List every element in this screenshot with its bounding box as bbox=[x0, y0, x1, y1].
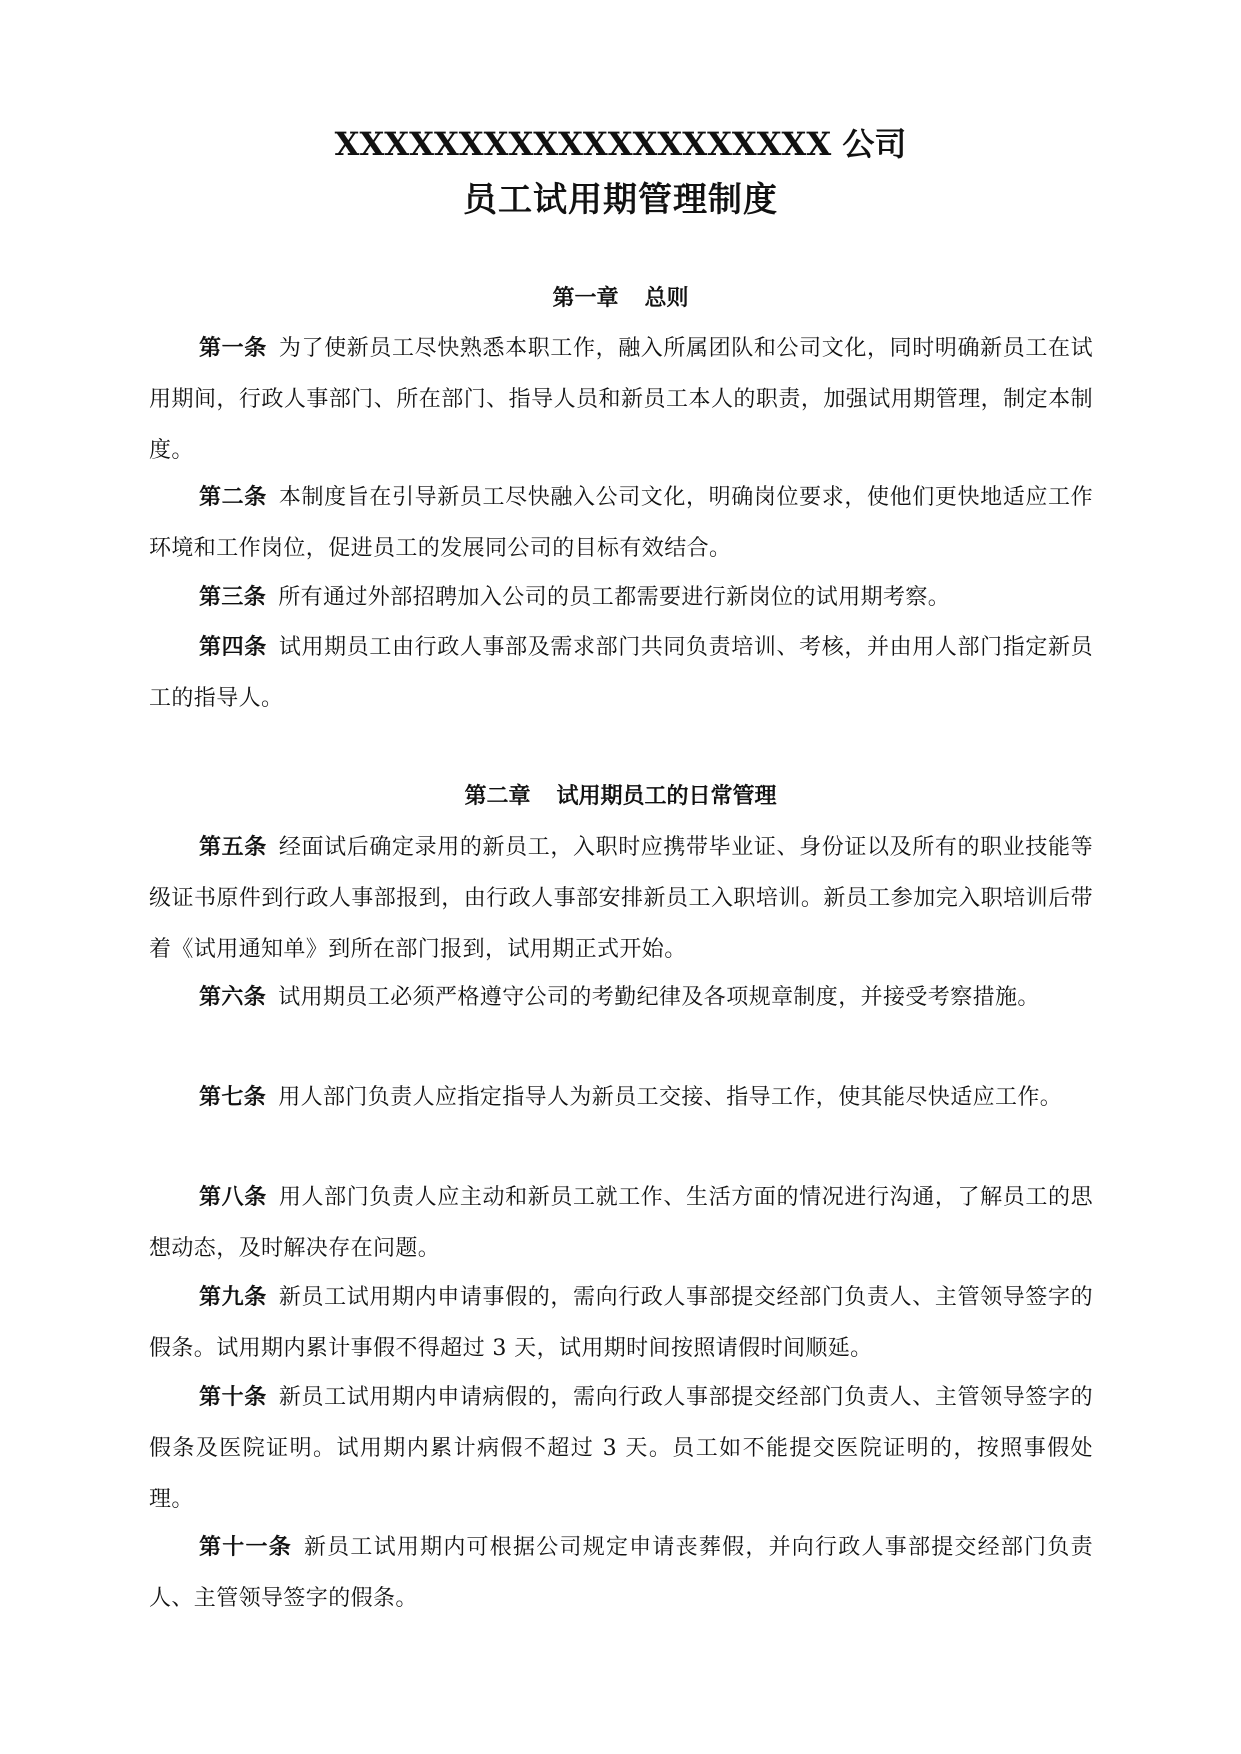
chapter-number: 第二章 bbox=[464, 783, 531, 809]
article bbox=[149, 822, 1093, 975]
article-text: 所有通过外部招聘加入公司的员工都需要进行新岗位的试用期考察。 bbox=[278, 585, 951, 610]
article-text: 经面试后确定录用的新员工，入职时应携带毕业证、身份证以及所有的职业技能等级证书原件到行政人事部报到，由行政人事部安排新员工入职培训。新员工参加完入职培训后带着《试用通知单》到所在部门报到，试用期正式开始。 bbox=[149, 835, 1094, 962]
document-title: 员工试用期管理制度 bbox=[463, 180, 778, 220]
chapter-name: 总则 bbox=[644, 285, 689, 311]
article-text: 试用期员工由行政人事部及需求部门共同负责培训、考核，并由用人部门指定新员工的指导人。 bbox=[149, 635, 1094, 711]
article-label: 第六条 bbox=[199, 984, 267, 1010]
article-label: 第十一条 bbox=[199, 1534, 292, 1560]
article-label: 第十条 bbox=[199, 1384, 267, 1410]
article-text: 为了使新员工尽快熟悉本职工作，融入所属团队和公司文化，同时明确新员工在试用期间，行政人事部门、所在部门、指导人员和新员工本人的职责，加强试用期管理，制定本制度。 bbox=[149, 336, 1094, 463]
article-label: 第四条 bbox=[199, 634, 267, 660]
article-label: 第七条 bbox=[199, 1084, 267, 1110]
chapter-heading bbox=[0, 778, 1241, 814]
article bbox=[149, 1272, 1093, 1374]
article-text: 试用期员工必须严格遵守公司的考勤纪律及各项规章制度，并接受考察措施。 bbox=[278, 985, 1040, 1010]
article-text: 用人部门负责人应主动和新员工就工作、生活方面的情况进行沟通，了解员工的思想动态，及时解决存在问题。 bbox=[149, 1185, 1094, 1261]
article-label: 第三条 bbox=[199, 584, 267, 610]
article bbox=[149, 972, 1093, 1023]
article-label: 第九条 bbox=[199, 1284, 267, 1310]
article bbox=[149, 1372, 1093, 1525]
article bbox=[149, 323, 1093, 476]
article bbox=[149, 1172, 1093, 1274]
article-text: 本制度旨在引导新员工尽快融入公司文化，明确岗位要求，使他们更快地适应工作环境和工作岗位，促进员工的发展同公司的目标有效结合。 bbox=[149, 485, 1094, 561]
article bbox=[149, 1522, 1093, 1624]
article-text: 新员工试用期内可根据公司规定申请丧葬假，并向行政人事部提交经部门负责人、主管领导签字的假条。 bbox=[149, 1535, 1093, 1611]
article-label: 第五条 bbox=[199, 834, 267, 860]
article bbox=[149, 472, 1093, 574]
company-title: XXXXXXXXXXXXXXXXXXXX 公司 bbox=[334, 125, 907, 163]
chapter-name: 试用期员工的日常管理 bbox=[556, 783, 777, 809]
article-label: 第二条 bbox=[199, 484, 267, 510]
article bbox=[149, 622, 1093, 724]
article-text: 用人部门负责人应指定指导人为新员工交接、指导工作，使其能尽快适应工作。 bbox=[278, 1085, 1063, 1110]
article-text: 新员工试用期内申请病假的，需向行政人事部提交经部门负责人、主管领导签字的假条及医院证明。试用期内累计病假不超过 3 天。员工如不能提交医院证明的，按照事假处理。 bbox=[149, 1385, 1094, 1512]
article-text: 新员工试用期内申请事假的，需向行政人事部提交经部门负责人、主管领导签字的假条。试用期内累计事假不得超过 3 天，试用期时间按照请假时间顺延。 bbox=[149, 1285, 1094, 1361]
article bbox=[149, 572, 1093, 623]
article-label: 第一条 bbox=[199, 335, 267, 361]
article bbox=[149, 1072, 1093, 1123]
article-label: 第八条 bbox=[199, 1184, 267, 1210]
chapter-heading bbox=[0, 280, 1241, 316]
chapter-number: 第一章 bbox=[552, 285, 619, 311]
